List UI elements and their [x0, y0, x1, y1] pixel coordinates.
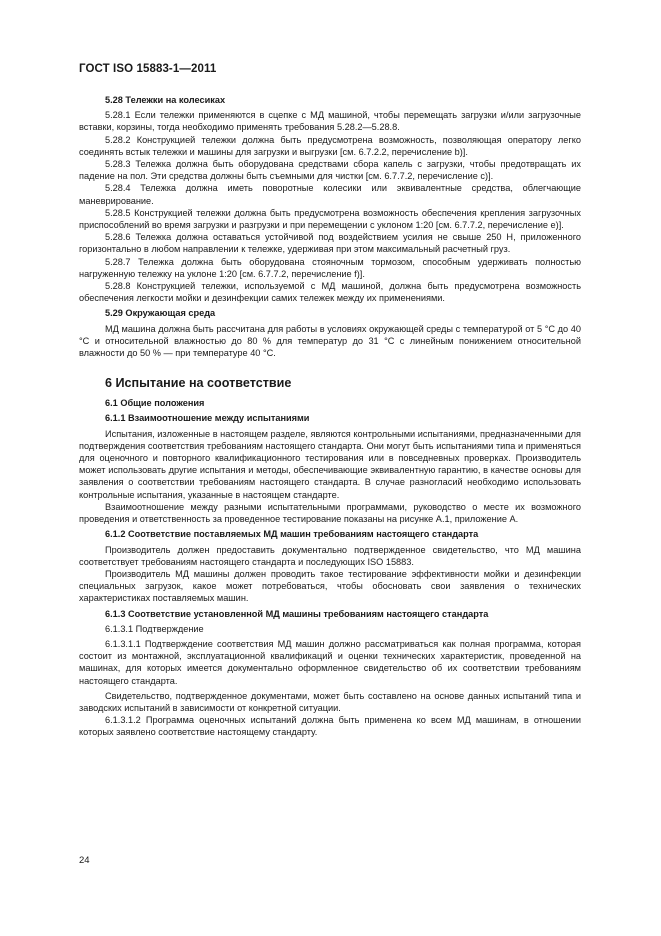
- paragraph-5-28-7: 5.28.7 Тележка должна быть оборудована стояночным тормозом, способным удерживать полностью нагруженную тележку на уклоне 1:20 [см. 6.7.7.2, перечисление f)].: [79, 256, 581, 279]
- paragraph-5-28-5: 5.28.5 Конструкцией тележки должна быть предусмотрена возможность обеспечения крепления загрузочных приспособлений во время загрузки и разгрузки и при перемещении с уклоном 1:20 [см. 6.7.7.2, перечисление e)].: [79, 207, 581, 231]
- section-title-6-1: 6.1 Общие положения: [105, 398, 205, 409]
- paragraph-5-28-1: 5.28.1 Если тележки применяются в сцепке с МД машиной, чтобы перемещать загрузки и/или загрузочные вставки, корзины, тогда необходимо применять требования 5.28.2—5.28.8.: [79, 110, 581, 133]
- subsection-title-6-1-3-1: 6.1.3.1 Подтверждение: [105, 623, 204, 634]
- paragraph-5-28-2: 5.28.2 Конструкцией тележки должна быть предусмотрена возможность, позволяющая оператору легко соединять встык тележки и машины для загрузки и выгрузки [см. 6.7.2.2, перечисление b)].: [79, 134, 581, 157]
- paragraph-6-1-1-b: Взаимоотношение между разными испытательными программами, руководство о месте их возможного проведения и ответственность за проведенное тестирование показаны на рисунке А.1, приложение А.: [79, 501, 581, 525]
- paragraph-5-28-3: 5.28.3 Тележка должна быть оборудована средствами сбора капель с загрузки, чтобы предотвращать их падение на пол. Эти средства должны быть съемными для чистки [см. 6.7.7.2, перечисление c)].: [79, 159, 581, 182]
- document-code-header: ГОСТ ISO 15883-1—2011: [79, 63, 217, 75]
- paragraph-5-28-4: 5.28.4 Тележка должна иметь поворотные колесики или эквивалентные средства, облегчающие маневрирование.: [79, 183, 581, 206]
- paragraph-6-1-2-b: Производитель МД машины должен проводить такое тестирование эффективности мойки и дезинфекции специальных загрузок, какое может потребоваться, чтобы обосновать свои заявления о технических характеристиках поставляемых машин.: [79, 568, 581, 604]
- paragraph-6-1-3-evidence: Свидетельство, подтвержденное документами, может быть составлено на основе данных испытаний типа и заводских испытаний в зависимости от конкретной ситуации.: [79, 690, 581, 713]
- section-title-6-1-1: 6.1.1 Взаимоотношение между испытаниями: [105, 413, 310, 424]
- section-title-5-29: 5.29 Окружающая среда: [105, 308, 216, 319]
- document-body: [79, 94, 581, 739]
- paragraph-5-28-6: 5.28.6 Тележка должна оставаться устойчивой под воздействием усилия не свыше 250 Н, приложенного горизонтально в любом направлении к тележке, удерживая при этом максимальный расчетный груз.: [79, 232, 581, 255]
- paragraph-5-29: МД машина должна быть рассчитана для работы в условиях окружающей среды с температурой от 5 °С до 40 °С и относительной влажностью до 80 % для температур до 31 °С с линейным понижением относительной влажности до 50 % — при температуре 40 °С.: [79, 323, 581, 359]
- paragraph-6-1-1-a: Испытания, изложенные в настоящем разделе, являются контрольными испытаниями, предназначенными для подтверждения соответствия требованиям настоящего стандарта. Они могут быть испытаниями типа и применяться для оценочного и повторного квалификационного тестирования или в повседневных проверках. Производитель может использовать другие испытания и методы, обеспечивающие эквивалентную гарантию, в качестве основы для заявления о соответствии требованиям настоящего стандарта. В случае разногласий необходимо использовать контрольные испытания, указанные в настоящем стандарте.: [79, 428, 581, 500]
- paragraph-6-1-3-1-1: 6.1.3.1.1 Подтверждение соответствия МД машин должно рассматриваться как полная программа, которая состоит из монтажной, эксплуатационной квалификаций и оценки технических характеристик, проведенной на машинах, для которых имеется документально оформленное свидетельство об их соответствии требованиям настоящего стандарта.: [79, 638, 581, 686]
- section-title-5-28: 5.28 Тележки на колесиках: [105, 95, 226, 105]
- paragraph-6-1-3-1-2: 6.1.3.1.2 Программа оценочных испытаний должна быть применена ко всем МД машинам, в отношении которых заявлено соответствие настоящему стандарту.: [79, 715, 581, 738]
- page-number: 24: [79, 855, 90, 866]
- paragraph-6-1-2-a: Производитель должен предоставить документально подтвержденное свидетельство, что МД машина соответствует требованиям настоящего стандарта и последующих ISO 15883.: [79, 544, 581, 567]
- section-title-6-1-2: 6.1.2 Соответствие поставляемых МД машин требованиям настоящего стандарта: [105, 529, 479, 540]
- paragraph-5-28-8: 5.28.8 Конструкцией тележки, используемой с МД машиной, должна быть предусмотрена возможность обеспечения легкости мойки и дезинфекции самих тележек между их применениями.: [79, 281, 581, 304]
- section-title-6-1-3: 6.1.3 Соответствие установленной МД машины требованиям настоящего стандарта: [105, 608, 489, 619]
- section-title-6: 6 Испытание на соответствие: [105, 376, 292, 391]
